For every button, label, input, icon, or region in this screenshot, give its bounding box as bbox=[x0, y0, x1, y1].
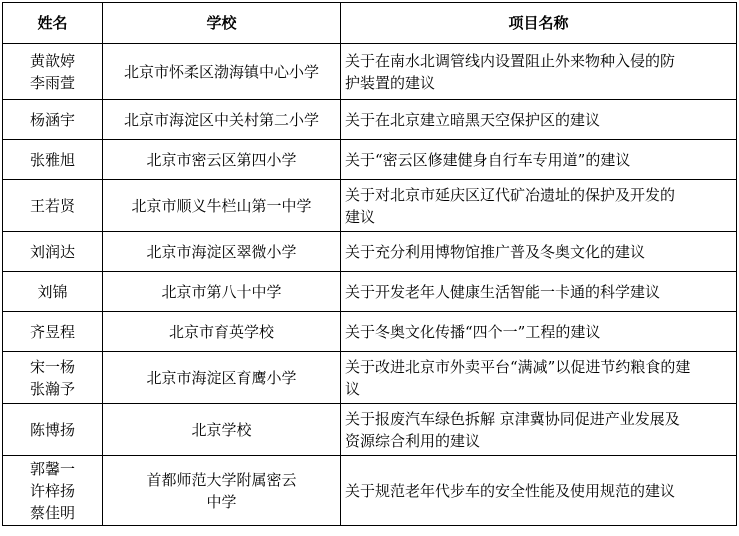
project-title-cell bbox=[341, 352, 737, 404]
project-title-cell-line: 关于开发老年人健康生活智能一卡通的科学建议 bbox=[345, 282, 661, 301]
school-cell bbox=[103, 456, 341, 526]
student-name-cell-line: 刘润达 bbox=[29, 242, 75, 261]
school-cell-line: 北京市海淀区翠微小学 bbox=[146, 242, 297, 261]
project-title-cell bbox=[341, 272, 737, 312]
student-name-cell-line: 黄歆婷 bbox=[29, 51, 75, 70]
table-body bbox=[3, 44, 737, 526]
header-school: 学校 bbox=[103, 3, 341, 44]
school-cell-line: 中学 bbox=[206, 492, 237, 511]
student-name-cell bbox=[3, 100, 103, 140]
student-name-cell-line: 刘锦 bbox=[37, 282, 68, 301]
student-name-cell-line: 张瀚予 bbox=[29, 379, 75, 398]
student-name-cell-line: 李雨萱 bbox=[29, 73, 75, 92]
student-name-cell bbox=[3, 404, 103, 456]
project-title-cell-line: 资源综合利用的建议 bbox=[345, 431, 481, 450]
school-cell-line: 北京市怀柔区渤海镇中心小学 bbox=[123, 62, 319, 81]
school-cell bbox=[103, 404, 341, 456]
school-cell-line: 北京学校 bbox=[191, 420, 252, 439]
school-cell bbox=[103, 312, 341, 352]
table-row bbox=[3, 232, 737, 272]
student-name-cell-line: 许梓扬 bbox=[29, 481, 75, 500]
student-name-cell-line: 王若贤 bbox=[29, 196, 75, 215]
student-name-cell bbox=[3, 140, 103, 180]
student-name-cell bbox=[3, 180, 103, 232]
school-cell-line: 北京市育英学校 bbox=[168, 322, 274, 341]
school-cell-line: 北京市顺义牛栏山第一中学 bbox=[131, 196, 312, 215]
student-name-cell-line: 陈博扬 bbox=[29, 420, 75, 439]
header-project: 项目名称 bbox=[341, 3, 737, 44]
project-title-cell-line: 关于“密云区修建健身自行车专用道”的建议 bbox=[345, 150, 631, 169]
project-title-cell bbox=[341, 180, 737, 232]
table-row bbox=[3, 272, 737, 312]
table-row bbox=[3, 312, 737, 352]
project-title-cell bbox=[341, 456, 737, 526]
student-name-cell-line: 杨涵宇 bbox=[29, 110, 75, 129]
school-cell bbox=[103, 180, 341, 232]
school-cell bbox=[103, 232, 341, 272]
table-row bbox=[3, 404, 737, 456]
school-cell bbox=[103, 352, 341, 404]
project-title-cell-line: 关于规范老年代步车的安全性能及使用规范的建议 bbox=[345, 481, 676, 500]
school-cell-line: 首都师范大学附属密云 bbox=[146, 470, 297, 489]
school-cell bbox=[103, 272, 341, 312]
project-title-cell bbox=[341, 404, 737, 456]
table-row bbox=[3, 44, 737, 100]
school-cell-line: 北京市密云区第四小学 bbox=[146, 150, 297, 169]
student-name-cell bbox=[3, 232, 103, 272]
project-title-cell bbox=[341, 100, 737, 140]
project-title-cell-line: 关于在南水北调管线内设置阻止外来物种入侵的防 bbox=[345, 51, 676, 70]
student-name-cell-line: 郭馨一 bbox=[29, 459, 75, 478]
project-title-cell-line: 建议 bbox=[345, 207, 376, 226]
project-title-cell-line: 护装置的建议 bbox=[345, 73, 436, 92]
student-name-cell bbox=[3, 312, 103, 352]
student-name-cell-line: 张雅旭 bbox=[29, 150, 75, 169]
student-name-cell-line: 宋一杨 bbox=[29, 357, 75, 376]
student-name-cell bbox=[3, 456, 103, 526]
table-row bbox=[3, 100, 737, 140]
school-cell bbox=[103, 44, 341, 100]
student-name-cell-line: 蔡佳明 bbox=[29, 503, 75, 522]
project-title-cell bbox=[341, 232, 737, 272]
student-name-cell bbox=[3, 352, 103, 404]
table-row bbox=[3, 180, 737, 232]
header-row bbox=[3, 3, 737, 44]
project-title-cell bbox=[341, 44, 737, 100]
project-title-cell-line: 关于冬奥文化传播“四个一”工程的建议 bbox=[345, 322, 601, 341]
student-name-cell bbox=[3, 272, 103, 312]
project-title-cell-line: 议 bbox=[345, 379, 361, 398]
project-title-cell-line: 关于改进北京市外卖平台“满减”以促进节约粮食的建 bbox=[345, 357, 691, 376]
school-cell bbox=[103, 140, 341, 180]
student-name-cell bbox=[3, 44, 103, 100]
student-name-cell-line: 齐昱程 bbox=[29, 322, 75, 341]
project-title-cell-line: 关于在北京建立暗黑天空保护区的建议 bbox=[345, 110, 601, 129]
project-title-cell-line: 关于对北京市延庆区辽代矿冶遗址的保护及开发的 bbox=[345, 185, 676, 204]
project-title-cell-line: 关于充分利用博物馆推广普及冬奥文化的建议 bbox=[345, 242, 646, 261]
school-cell-line: 北京市海淀区中关村第二小学 bbox=[123, 110, 319, 129]
project-title-cell bbox=[341, 140, 737, 180]
table-row bbox=[3, 456, 737, 526]
school-cell-line: 北京市第八十中学 bbox=[161, 282, 282, 301]
table-row bbox=[3, 140, 737, 180]
table-row bbox=[3, 352, 737, 404]
project-title-cell-line: 关于报废汽车绿色拆解 京津冀协同促进产业发展及 bbox=[345, 409, 680, 428]
school-cell-line: 北京市海淀区育鹰小学 bbox=[146, 368, 297, 387]
project-title-cell bbox=[341, 312, 737, 352]
header-name: 姓名 bbox=[3, 3, 103, 44]
school-cell bbox=[103, 100, 341, 140]
projects-table bbox=[2, 2, 737, 526]
